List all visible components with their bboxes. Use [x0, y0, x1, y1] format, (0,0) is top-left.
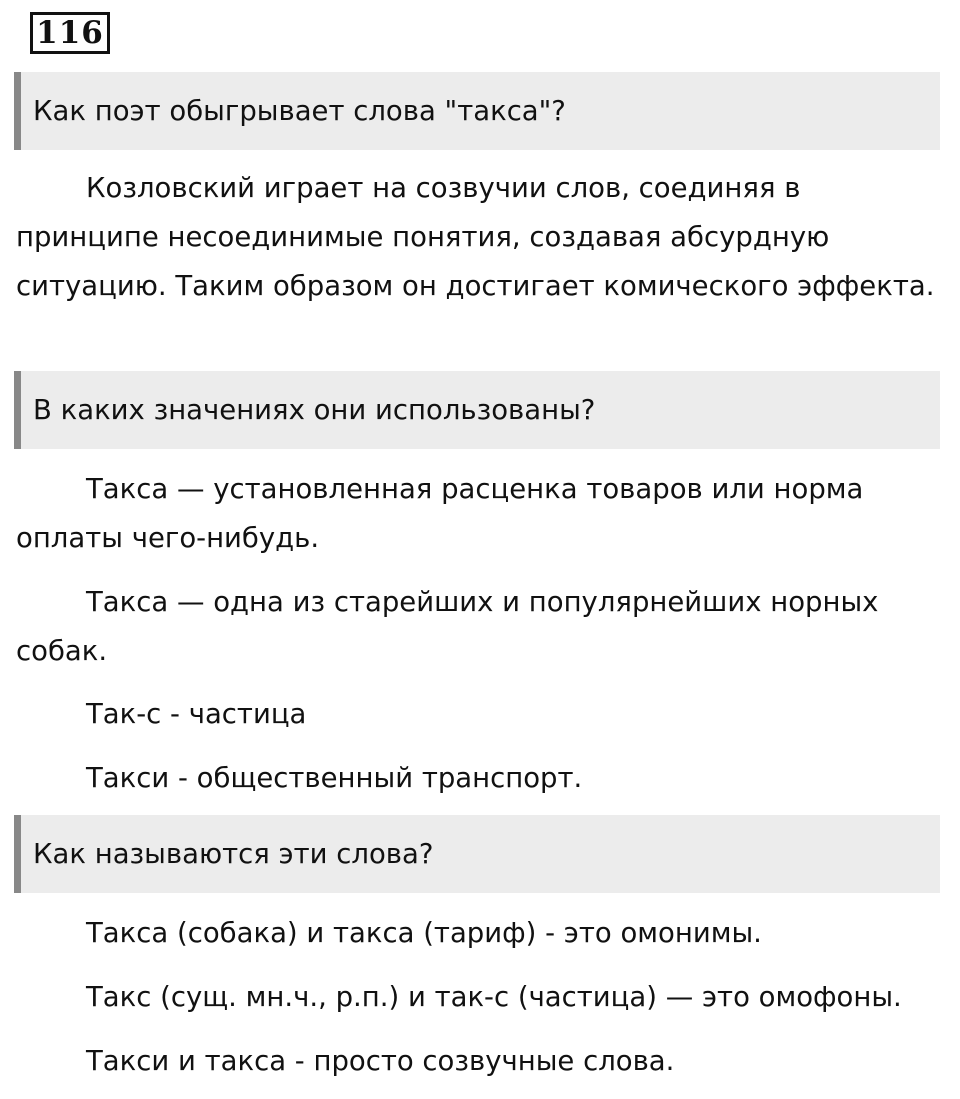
question-1-banner: Как поэт обыгрывает слова "такса"?	[14, 72, 940, 150]
answer-paragraph: Такс (сущ. мн.ч., р.п.) и так-с (частица) — это омофоны.	[86, 981, 902, 1013]
question-3-banner: Как называются эти слова?	[14, 815, 940, 893]
answer-paragraph: Козловский играет на созвучии слов, соединяя в принципе несоединимые понятия, создавая абсурдную ситуацию. Таким образом он достигает комического эффекта.	[16, 172, 935, 302]
answer-paragraph: Такса — одна из старейших и популярнейших норных собак.	[16, 586, 879, 667]
question-2-banner: В каких значениях они использованы?	[14, 371, 940, 449]
answer-paragraph: Такси - общественный транспорт.	[86, 762, 583, 794]
answer-paragraph: Такса — установленная расценка товаров или норма оплаты чего-нибудь.	[16, 473, 864, 554]
answer-paragraph: Так-с - частица	[86, 698, 307, 730]
exercise-number: 116	[30, 12, 110, 54]
answer-paragraph: Такси и такса - просто созвучные слова.	[86, 1045, 675, 1077]
answer-paragraph: Такса (собака) и такса (тариф) - это омонимы.	[86, 917, 762, 949]
